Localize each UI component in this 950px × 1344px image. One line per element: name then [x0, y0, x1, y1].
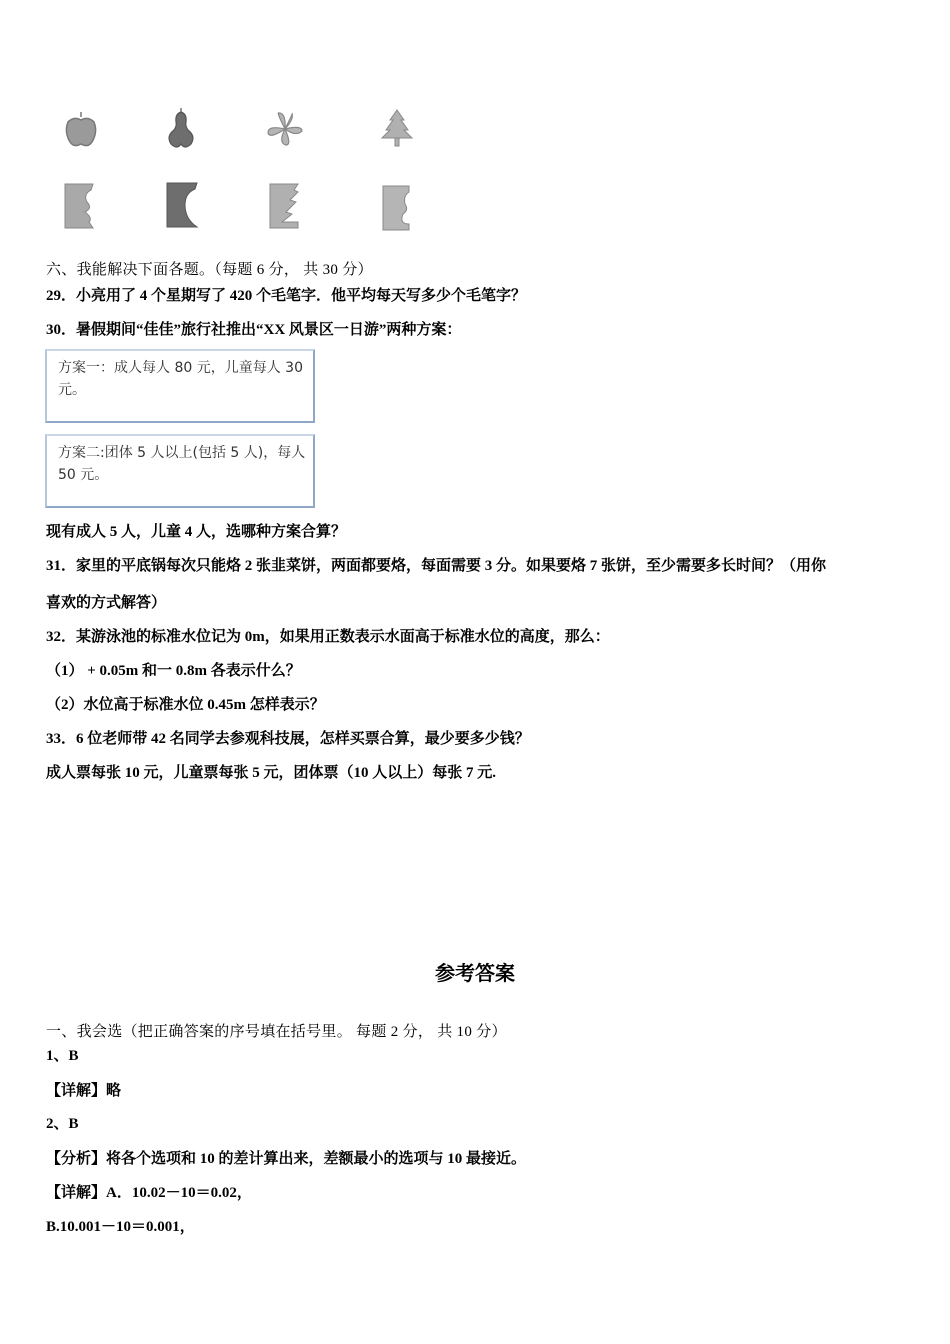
answers-title: 参考答案	[435, 961, 515, 985]
half-apple-cutout-icon	[63, 182, 97, 232]
question-30: 30．暑假期间“佳佳”旅行社推出“XX 风景区一日游”两种方案：	[46, 322, 462, 338]
apple-shape-icon	[60, 108, 102, 150]
half-clover-cutout-icon	[381, 184, 415, 234]
plan-one-box	[45, 349, 315, 423]
question-30-ask: 现有成人 5 人，儿童 4 人，选哪种方案合算？	[46, 524, 347, 540]
answer-1-detail: 【详解】略	[46, 1083, 122, 1099]
question-32: 32．某游泳池的标准水位记为 0m，如果用正数表示水面高于标准水位的高度，那么：	[46, 629, 610, 645]
question-33-info: 成人票每张 10 元，儿童票每张 5 元，团体票（10 人以上）每张 7 元.	[46, 765, 497, 781]
answer-2: 2、B	[46, 1116, 79, 1132]
plan-two-text: 方案二:团体 5 人以上(包括 5 人)，每人 50 元。	[58, 445, 306, 483]
question-32-part1: （1） + 0.05m 和一 0.8m 各表示什么？	[46, 663, 301, 679]
answer-2-analysis: 【分析】将各个选项和 10 的差计算出来，差额最小的选项与 10 最接近。	[46, 1151, 527, 1167]
question-29: 29．小亮用了 4 个星期写了 420 个毛笔字．他平均每天写多少个毛笔字？	[46, 288, 527, 304]
question-32-part2: （2）水位高于标准水位 0.45m 怎样表示？	[46, 697, 325, 713]
plan-one-text: 方案一：成人每人 80 元，儿童每人 30 元。	[58, 360, 303, 398]
answers-section-1-heading: 一、我会选（把正确答案的序号填在括号里。 每题 2 分， 共 10 分）	[46, 1024, 507, 1040]
answer-2-detail-b: B.10.001－10＝0.001，	[46, 1219, 195, 1235]
half-gourd-cutout-icon	[165, 181, 201, 231]
tree-shape-icon	[378, 108, 416, 150]
plan-two-box	[45, 434, 315, 508]
clover-shape-icon	[264, 109, 306, 149]
question-33: 33．6 位老师带 42 名同学去参观科技展，怎样买票合算，最少要多少钱？	[46, 731, 530, 747]
section-6-heading: 六、我能解决下面各题。（每题 6 分， 共 30 分）	[46, 262, 373, 278]
answer-1: 1、B	[46, 1048, 79, 1064]
answer-2-detail: 【详解】A．10.02－10＝0.02，	[46, 1185, 252, 1201]
question-31-line1: 31．家里的平底锅每次只能烙 2 张韭菜饼，两面都要烙，每面需要 3 分。如果要烙 7 张饼，至少需要多长时间？（用你	[46, 558, 827, 574]
gourd-shape-icon	[163, 106, 199, 150]
question-31-line2: 喜欢的方式解答）	[46, 595, 167, 611]
half-tree-cutout-icon	[268, 182, 302, 232]
